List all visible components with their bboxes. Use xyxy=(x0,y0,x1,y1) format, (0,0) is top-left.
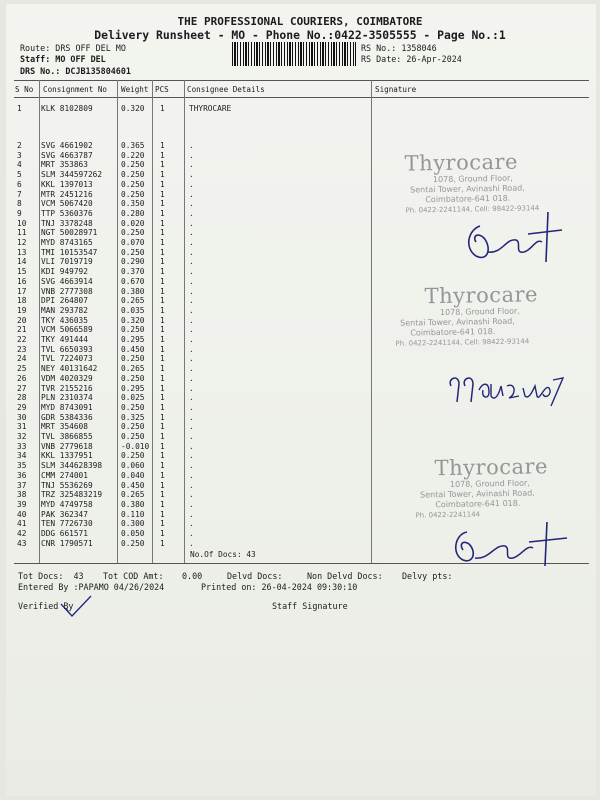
row-consignee: . xyxy=(189,490,194,500)
row-consignee: . xyxy=(189,208,194,218)
row-serial: 14 xyxy=(17,257,27,267)
delivery-points: Delvy pts: xyxy=(402,571,453,581)
row-consignment-no: DDG 661571 xyxy=(41,529,88,538)
row-serial: 4 xyxy=(17,160,22,170)
row-consignment-no: KKL 1397013 xyxy=(41,179,93,189)
row-serial: 43 xyxy=(17,538,27,548)
row-pcs: 1 xyxy=(160,276,165,286)
row-consignment-no: TMI 10153547 xyxy=(41,247,98,257)
row-consignment-no: KDI 949792 xyxy=(41,267,88,277)
col-pcs: PCS xyxy=(155,85,169,94)
row-consignee: . xyxy=(189,354,194,364)
row-consignee: . xyxy=(189,364,194,374)
row-weight: 0.295 xyxy=(121,383,145,393)
header-rule-top xyxy=(14,80,589,81)
row-pcs: 1 xyxy=(160,325,165,335)
row-weight: 0.250 xyxy=(121,228,145,238)
row-serial: 19 xyxy=(17,305,27,315)
row-pcs: 1 xyxy=(160,412,165,422)
row-serial: 40 xyxy=(17,509,27,519)
row-weight: 0.320 xyxy=(121,315,145,325)
row-weight: 0.110 xyxy=(121,509,145,519)
row-consignee: . xyxy=(189,325,194,335)
row-serial: 33 xyxy=(17,441,27,451)
row-serial: 5 xyxy=(17,170,22,180)
row-serial: 24 xyxy=(17,354,27,364)
no-of-docs: No.Of Docs: 43 xyxy=(190,550,256,559)
non-delivered-docs: Non Delvd Docs: xyxy=(307,571,383,581)
thyrocare-stamp: Thyrocare 1078, Ground Floor, Sentai Tower, Avinashi Road, Coimbatore-641 018. Ph. 0422-2241144, Cell: 98422-93144 xyxy=(395,282,539,348)
row-serial: 11 xyxy=(17,228,27,238)
row-serial: 20 xyxy=(17,315,27,325)
row-pcs: 1 xyxy=(160,218,165,228)
handwritten-date xyxy=(445,372,575,412)
col-weight: Weight xyxy=(121,85,149,94)
row-weight: 0.300 xyxy=(121,519,145,529)
row-serial: 29 xyxy=(17,402,27,412)
row-pcs: 1 xyxy=(160,247,165,257)
row-pcs: 1 xyxy=(160,461,165,471)
row-consignee: . xyxy=(189,199,194,209)
row-weight: 0.450 xyxy=(121,480,145,490)
row-consignee: . xyxy=(189,373,194,383)
row-consignment-no: SLM 344597262 xyxy=(41,170,103,180)
row-pcs: 1 xyxy=(160,305,165,315)
row-consignee: . xyxy=(189,179,194,189)
verified-by: Verified By xyxy=(18,601,74,611)
row-pcs: 1 xyxy=(160,267,165,277)
row-consignment-no: KLK 8102809 xyxy=(41,104,93,113)
row-consignee: . xyxy=(189,461,194,471)
row-weight: 0.050 xyxy=(121,529,145,538)
row-weight: 0.250 xyxy=(121,373,145,383)
row-consignee: . xyxy=(189,480,194,490)
row-weight: 0.250 xyxy=(121,325,145,335)
row-consignee: . xyxy=(189,422,194,432)
row-consignee: . xyxy=(189,228,194,238)
row-pcs: 1 xyxy=(160,199,165,209)
row-consignee: . xyxy=(189,247,194,257)
row-weight: 0.370 xyxy=(121,267,145,277)
row-consignment-no: TNJ 3378248 xyxy=(41,218,93,228)
row-weight: 0.025 xyxy=(121,393,145,403)
row-consignment-no: GDR 5384336 xyxy=(41,412,93,422)
row-consignment-no: DPI 264807 xyxy=(41,296,88,306)
row-serial: 3 xyxy=(17,150,22,160)
row-consignee: . xyxy=(189,276,194,286)
row-weight: 0.250 xyxy=(121,179,145,189)
row-weight: 0.250 xyxy=(121,247,145,257)
row-weight: 0.265 xyxy=(121,296,145,306)
col-divider xyxy=(371,80,372,563)
row-consignment-no: KKL 1337951 xyxy=(41,451,93,461)
row-pcs: 1 xyxy=(160,238,165,247)
row-consignment-no: SVG 4661902 xyxy=(41,141,93,150)
row-weight: 0.250 xyxy=(121,189,145,199)
row-pcs: 1 xyxy=(160,509,165,519)
row-serial: 13 xyxy=(17,247,27,257)
row-pcs: 1 xyxy=(160,364,165,374)
col-consignment: Consignment No xyxy=(43,85,108,94)
row-consignee: . xyxy=(189,150,194,160)
row-pcs: 1 xyxy=(160,286,165,296)
row-consignment-no: VCM 5067420 xyxy=(41,199,93,209)
row-consignee: . xyxy=(189,451,194,461)
row-serial: 18 xyxy=(17,296,27,306)
barcode xyxy=(232,42,356,66)
row-pcs: 1 xyxy=(160,160,165,170)
row-consignee: THYROCARE xyxy=(189,104,232,113)
header-rule-bottom xyxy=(14,97,589,98)
row-serial: 32 xyxy=(17,432,27,441)
row-consignment-no: MAN 293782 xyxy=(41,305,88,315)
staff-label: Staff: MO OFF DEL xyxy=(20,54,106,64)
col-divider xyxy=(39,80,40,563)
row-serial: 37 xyxy=(17,480,27,490)
row-weight: 0.295 xyxy=(121,335,145,344)
row-consignment-no: SVG 4663914 xyxy=(41,276,93,286)
row-weight: 0.265 xyxy=(121,490,145,500)
row-consignee: . xyxy=(189,238,194,247)
row-consignee: . xyxy=(189,383,194,393)
row-pcs: 1 xyxy=(160,141,165,150)
row-serial: 30 xyxy=(17,412,27,422)
row-consignee: . xyxy=(189,305,194,315)
row-weight: 0.280 xyxy=(121,208,145,218)
document-subtitle: Delivery Runsheet - MO - Phone No.:0422-3505555 - Page No.:1 xyxy=(94,28,506,42)
row-consignment-no: NEY 40131642 xyxy=(41,364,98,374)
row-consignment-no: TNJ 5536269 xyxy=(41,480,93,490)
row-pcs: 1 xyxy=(160,296,165,306)
row-consignment-no: TVL 7224073 xyxy=(41,354,93,364)
row-weight: 0.250 xyxy=(121,451,145,461)
row-pcs: 1 xyxy=(160,490,165,500)
row-pcs: 1 xyxy=(160,354,165,364)
row-pcs: 1 xyxy=(160,179,165,189)
total-cod-label: Tot COD Amt: xyxy=(103,571,164,581)
row-pcs: 1 xyxy=(160,402,165,412)
row-consignee: . xyxy=(189,441,194,451)
row-weight: 0.250 xyxy=(121,354,145,364)
row-weight: 0.320 xyxy=(121,104,145,113)
total-cod-amount: 0.00 xyxy=(182,571,203,581)
col-divider xyxy=(184,80,185,563)
delivered-docs: Delvd Docs: xyxy=(227,571,283,581)
row-serial: 1 xyxy=(17,104,22,113)
thyrocare-stamp: Thyrocare 1078, Ground Floor, Sentai Tower, Avinashi Road, Coimbatore-641 018. Ph. 0422-2241144 xyxy=(415,454,549,520)
row-consignee: . xyxy=(189,470,194,480)
row-weight: -0.010 xyxy=(121,441,150,451)
row-weight: 0.020 xyxy=(121,218,145,228)
row-consignment-no: TKY 436035 xyxy=(41,315,88,325)
row-weight: 0.380 xyxy=(121,499,145,509)
row-serial: 21 xyxy=(17,325,27,335)
row-consignment-no: CMM 274001 xyxy=(41,470,88,480)
row-consignment-no: TVL 6650393 xyxy=(41,344,93,354)
row-serial: 41 xyxy=(17,519,27,529)
row-pcs: 1 xyxy=(160,470,165,480)
row-serial: 22 xyxy=(17,335,27,344)
row-serial: 34 xyxy=(17,451,27,461)
row-weight: 0.670 xyxy=(121,276,145,286)
row-weight: 0.325 xyxy=(121,412,145,422)
row-consignment-no: MTR 2451216 xyxy=(41,189,93,199)
row-pcs: 1 xyxy=(160,208,165,218)
row-consignment-no: SLM 344628398 xyxy=(41,461,103,471)
row-weight: 0.220 xyxy=(121,150,145,160)
row-consignment-no: PAK 362347 xyxy=(41,509,88,519)
row-serial: 2 xyxy=(17,141,22,150)
handwritten-signature xyxy=(445,520,575,570)
row-consignee: . xyxy=(189,412,194,422)
row-serial: 12 xyxy=(17,238,27,247)
row-weight: 0.380 xyxy=(121,286,145,296)
col-consignee: Consignee Details xyxy=(187,85,265,94)
row-serial: 6 xyxy=(17,179,22,189)
row-weight: 0.450 xyxy=(121,344,145,354)
row-serial: 15 xyxy=(17,267,27,277)
row-pcs: 1 xyxy=(160,150,165,160)
row-consignment-no: NGT 50028971 xyxy=(41,228,98,238)
row-pcs: 1 xyxy=(160,432,165,441)
row-consignment-no: VDM 4020329 xyxy=(41,373,93,383)
company-title: THE PROFESSIONAL COURIERS, COIMBATORE xyxy=(177,15,423,28)
route-label: Route: DRS OFF DEL MO xyxy=(20,43,126,53)
row-weight: 0.290 xyxy=(121,257,145,267)
row-consignment-no: SVG 4663787 xyxy=(41,150,93,160)
row-consignee: . xyxy=(189,529,194,538)
row-consignment-no: VNB 2779618 xyxy=(41,441,93,451)
row-consignee: . xyxy=(189,393,194,403)
row-weight: 0.350 xyxy=(121,199,145,209)
row-pcs: 1 xyxy=(160,393,165,403)
row-pcs: 1 xyxy=(160,189,165,199)
row-consignee: . xyxy=(189,218,194,228)
row-consignee: . xyxy=(189,538,194,548)
row-pcs: 1 xyxy=(160,335,165,344)
row-serial: 16 xyxy=(17,276,27,286)
row-consignee: . xyxy=(189,267,194,277)
row-serial: 8 xyxy=(17,199,22,209)
handwritten-signature xyxy=(458,208,568,268)
row-weight: 0.250 xyxy=(121,160,145,170)
row-weight: 0.250 xyxy=(121,432,145,441)
row-weight: 0.040 xyxy=(121,470,145,480)
row-consignment-no: TTP 5360376 xyxy=(41,208,93,218)
row-consignee: . xyxy=(189,499,194,509)
col-divider xyxy=(117,80,118,563)
row-pcs: 1 xyxy=(160,383,165,393)
row-consignment-no: VCM 5066589 xyxy=(41,325,93,335)
row-consignee: . xyxy=(189,344,194,354)
row-consignee: . xyxy=(189,519,194,529)
row-serial: 38 xyxy=(17,490,27,500)
row-consignee: . xyxy=(189,257,194,267)
row-consignment-no: MYD 8743165 xyxy=(41,238,93,247)
row-consignment-no: PLN 2310374 xyxy=(41,393,93,403)
row-consignment-no: MRT 353863 xyxy=(41,160,88,170)
thyrocare-stamp: Thyrocare 1078, Ground Floor, Sentai Tower, Avinashi Road, Coimbatore-641 018. Ph. 0422-2241144, Cell: 98422-93144 xyxy=(404,149,540,215)
row-pcs: 1 xyxy=(160,480,165,490)
row-consignment-no: TRZ 325483219 xyxy=(41,490,103,500)
row-consignee: . xyxy=(189,315,194,325)
row-consignee: . xyxy=(189,296,194,306)
row-consignee: . xyxy=(189,141,194,150)
row-consignee: . xyxy=(189,335,194,344)
row-pcs: 1 xyxy=(160,344,165,354)
row-pcs: 1 xyxy=(160,441,165,451)
row-weight: 0.250 xyxy=(121,170,145,180)
rs-date: RS Date: 26-Apr-2024 xyxy=(361,54,462,64)
row-consignment-no: CNR 1790571 xyxy=(41,538,93,548)
row-weight: 0.035 xyxy=(121,305,145,315)
row-consignee: . xyxy=(189,509,194,519)
row-consignment-no: TVL 3866855 xyxy=(41,432,93,441)
row-consignment-no: VNB 2777308 xyxy=(41,286,93,296)
entered-by: Entered By :PAPAMO 04/26/2024 xyxy=(18,582,165,592)
total-docs: Tot Docs: 43 xyxy=(18,571,84,581)
row-consignment-no: MRT 354608 xyxy=(41,422,88,432)
row-pcs: 1 xyxy=(160,315,165,325)
staff-signature-label: Staff Signature xyxy=(272,601,348,611)
row-serial: 36 xyxy=(17,470,27,480)
row-consignment-no: TVR 2155216 xyxy=(41,383,93,393)
row-serial: 28 xyxy=(17,393,27,403)
row-consignee: . xyxy=(189,432,194,441)
row-pcs: 1 xyxy=(160,519,165,529)
printed-on: Printed on: 26-04-2024 09:30:10 xyxy=(201,582,358,592)
row-serial: 7 xyxy=(17,189,22,199)
row-consignment-no: VLI 7019719 xyxy=(41,257,93,267)
row-serial: 9 xyxy=(17,208,22,218)
row-pcs: 1 xyxy=(160,170,165,180)
row-pcs: 1 xyxy=(160,451,165,461)
row-pcs: 1 xyxy=(160,499,165,509)
row-weight: 0.060 xyxy=(121,461,145,471)
row-weight: 0.070 xyxy=(121,238,145,247)
row-consignee: . xyxy=(189,402,194,412)
row-serial: 27 xyxy=(17,383,27,393)
row-weight: 0.250 xyxy=(121,422,145,432)
row-pcs: 1 xyxy=(160,538,165,548)
row-consignment-no: MYD 8743091 xyxy=(41,402,93,412)
row-pcs: 1 xyxy=(160,422,165,432)
row-consignee: . xyxy=(189,160,194,170)
row-consignment-no: TEN 7726730 xyxy=(41,519,93,529)
row-weight: 0.250 xyxy=(121,538,145,548)
row-serial: 25 xyxy=(17,364,27,374)
row-serial: 42 xyxy=(17,529,27,538)
row-serial: 31 xyxy=(17,422,27,432)
row-weight: 0.365 xyxy=(121,141,145,150)
row-weight: 0.265 xyxy=(121,364,145,374)
row-serial: 10 xyxy=(17,218,27,228)
row-weight: 0.250 xyxy=(121,402,145,412)
row-consignment-no: MYD 4749758 xyxy=(41,499,93,509)
col-divider xyxy=(152,80,153,563)
row-consignee: . xyxy=(189,189,194,199)
row-consignment-no: TKY 491444 xyxy=(41,335,88,344)
row-consignee: . xyxy=(189,170,194,180)
row-serial: 39 xyxy=(17,499,27,509)
row-pcs: 1 xyxy=(160,228,165,238)
rs-number: RS No.: 1358046 xyxy=(361,43,437,53)
row-serial: 35 xyxy=(17,461,27,471)
verified-tick xyxy=(58,594,94,620)
row-serial: 17 xyxy=(17,286,27,296)
row-serial: 26 xyxy=(17,373,27,383)
drs-number: DRS No.: DCJB135804601 xyxy=(20,66,131,76)
row-pcs: 1 xyxy=(160,104,165,113)
row-consignee: . xyxy=(189,286,194,296)
row-pcs: 1 xyxy=(160,373,165,383)
row-serial: 23 xyxy=(17,344,27,354)
col-signature: Signature xyxy=(375,85,417,94)
row-pcs: 1 xyxy=(160,529,165,538)
row-pcs: 1 xyxy=(160,257,165,267)
col-sno: S No xyxy=(15,85,34,94)
